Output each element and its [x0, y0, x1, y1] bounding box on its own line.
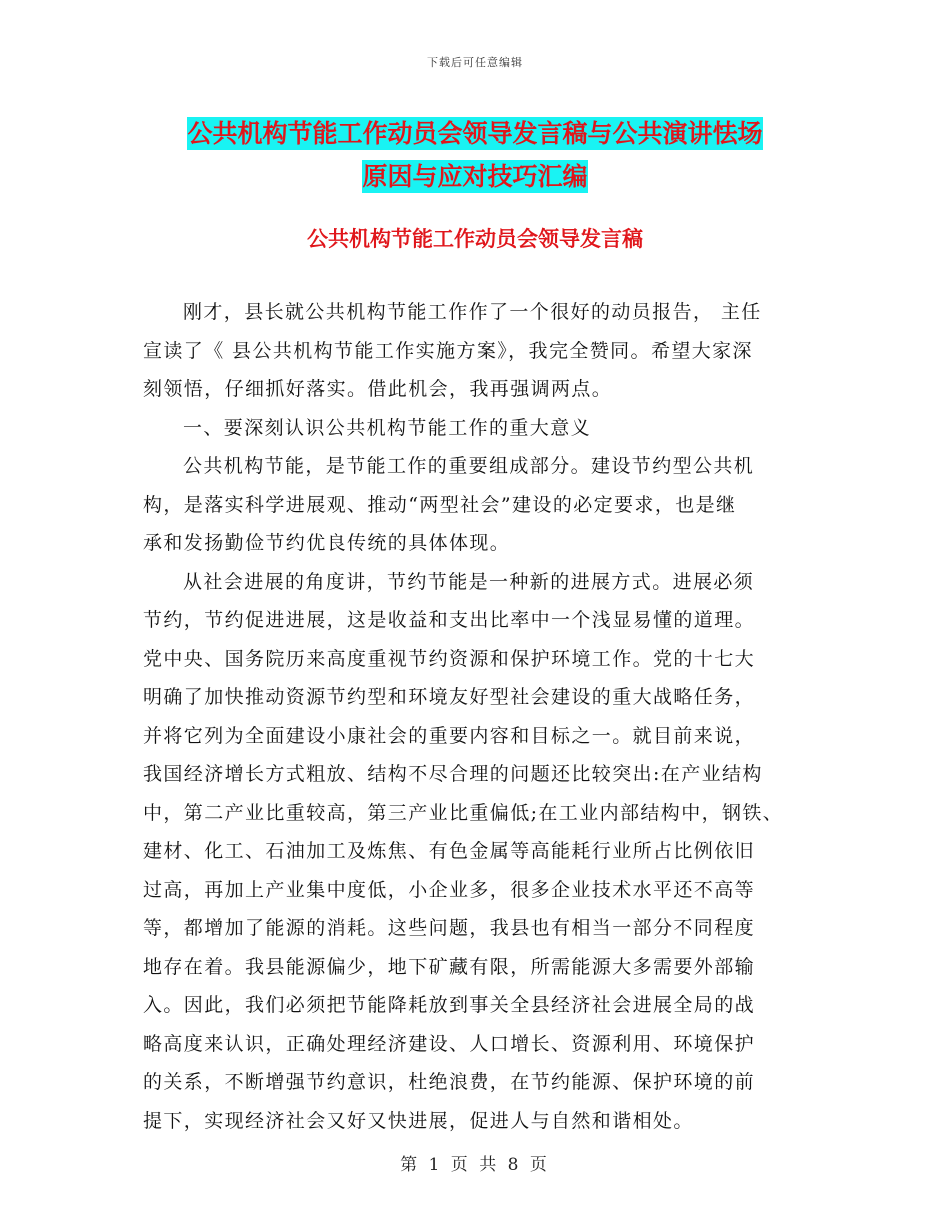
body-line: 过高，再加上产业集中度低，小企业多，很多企业技术水平还不高等: [143, 878, 756, 901]
body-line: 构，是落实科学进展观、推动“两型社会”建设的必定要求，也是继: [143, 493, 737, 516]
body-line: 党中央、国务院历来高度重视节约资源和保护环境工作。党的十七大: [143, 647, 756, 670]
body-line: 节约，节约促进进展，这是收益和支出比率中一个浅显易懂的道理。: [143, 609, 756, 631]
page-footer: 第 1 页 共 8 页: [400, 1155, 550, 1175]
body-line: 建材、化工、石油加工及炼焦、有色金属等高能耗行业所占比例依旧: [143, 840, 756, 862]
section-title: 公共机构节能工作动员会领导发言稿: [307, 227, 643, 251]
body-line: 提下，实现经济社会又好又快进展，促进人与自然和谐相处。: [143, 1109, 694, 1132]
body-line: 我国经济增长方式粗放、结构不尽合理的问题还比较突出:在产业结构: [143, 763, 763, 785]
title-highlight-2: 原因与应对技巧汇编: [362, 162, 588, 191]
document-title-line-1: [0, 114, 950, 150]
body-line: 入。因此，我们必须把节能降耗放到事关全县经济社会进展全局的战: [143, 994, 756, 1016]
body-line: 宣读了《 县公共机构节能工作实施方案》，我完全赞同。希望大家深: [143, 339, 753, 362]
body-line: 中，第二产业比重较高，第三产业比重偏低;在工业内部结构中，钢铁、: [143, 801, 784, 824]
body-line: 从社会进展的角度讲，节约节能是一种新的进展方式。进展必须: [183, 570, 755, 593]
document-title-line-2: [0, 157, 950, 193]
body-text: [143, 293, 823, 1140]
body-line: 的关系，不断增强节约意识，杜绝浪费，在节约能源、保护环境的前: [143, 1071, 756, 1093]
body-line: 刻领悟，仔细抓好落实。借此机会，我再强调两点。: [143, 378, 613, 400]
body-line: 明确了加快推动资源节约型和环境友好型社会建设的重大战略任务，: [143, 686, 756, 708]
title-highlight-1: 公共机构节能工作动员会领导发言稿与公共演讲怯场: [187, 119, 763, 148]
body-line: 并将它列为全面建设小康社会的重要内容和目标之一。就目前来说，: [143, 724, 756, 747]
body-line: 一、要深刻认识公共机构节能工作的重大意义: [183, 416, 592, 439]
body-line: 等，都增加了能源的消耗。这些问题，我县也有相当一部分不同程度: [143, 917, 756, 939]
body-line: 承和发扬勤俭节约优良传统的具体体现。: [143, 532, 511, 554]
body-line: 略高度来认识，正确处理经济建设、人口增长、资源利用、环境保护: [143, 1032, 756, 1055]
body-line: 刚才，县长就公共机构节能工作作了一个很好的动员报告， 主任: [183, 301, 762, 323]
header-note: 下载后可任意编辑: [427, 56, 523, 69]
body-line: 公共机构节能，是节能工作的重要组成部分。建设节约型公共机: [183, 455, 755, 477]
body-line: 地存在着。我县能源偏少，地下矿藏有限，所需能源大多需要外部输: [143, 955, 756, 978]
